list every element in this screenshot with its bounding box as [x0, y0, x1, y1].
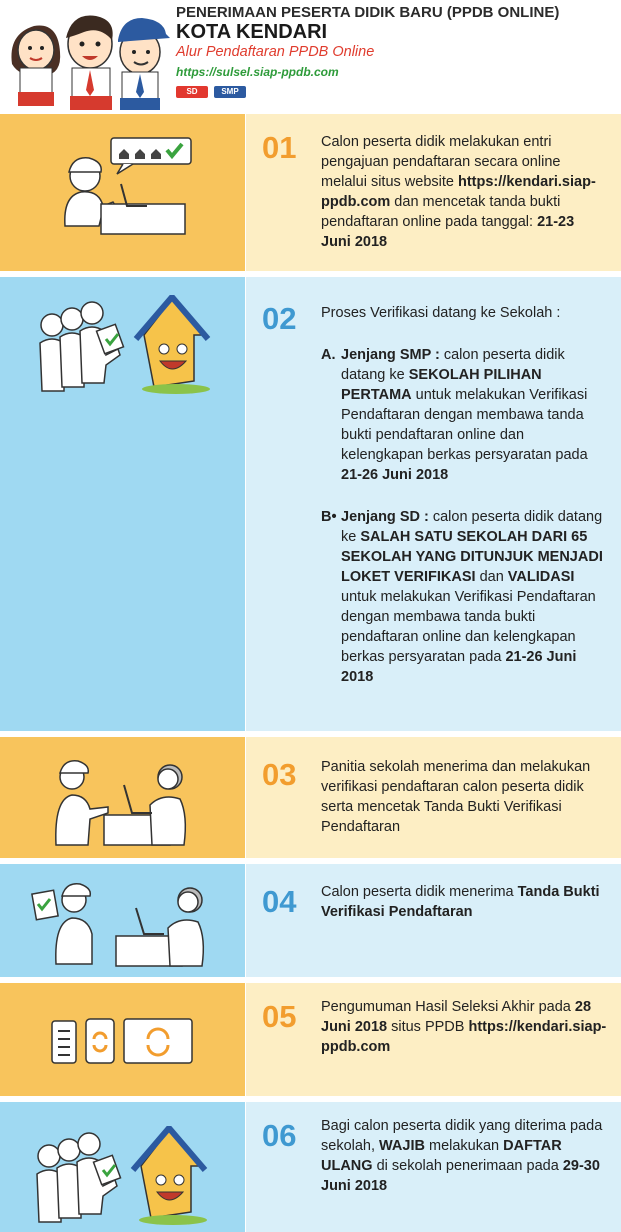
item-b-text: untuk melakukan Verifikasi Pendaftaran dengan membawa tanda bukti pendaftaran online dan kelengkapan berkas persyaratan pada	[341, 589, 596, 665]
step-03-text: Panitia sekolah menerima dan melakukan verifikasi pendaftaran calon peserta didik serta mencetak Tanda Bukti Verifikasi Pendaftaran	[321, 759, 591, 835]
step-06-text	[321, 1116, 607, 1196]
devices-announcement-icon	[50, 1017, 195, 1067]
header-url: https://sulsel.siap-ppdb.com	[176, 65, 339, 79]
item-b-emphasis: VALIDASI	[507, 569, 575, 585]
step-06-text-part: melakukan	[424, 1138, 504, 1154]
badge-smp: SMP	[214, 86, 246, 98]
step-04-text-part: Calon peserta didik menerima	[321, 884, 518, 900]
item-a-emphasis: SEKOLAH PILIHAN PERTAMA	[341, 367, 542, 403]
header-tagline: Alur Pendaftaran PPDB Online	[176, 44, 375, 60]
step-05-number: 05	[262, 999, 297, 1034]
step-01-illustration	[0, 114, 245, 271]
step-06-emphasis: DAFTAR ULANG	[321, 1138, 562, 1174]
step-05-text-part: Pengumuman Hasil Seleksi Akhir pada	[321, 999, 575, 1015]
step-01-date: 21-23 Juni 2018	[321, 214, 575, 250]
step-04-emphasis: Tanda Bukti Verifikasi Pendaftaran	[321, 884, 600, 920]
students-mascot-icon	[4, 4, 170, 112]
receive-verification-proof-icon	[30, 878, 220, 968]
item-b-emphasis: SALAH SATU SEKOLAH DARI 65 SEKOLAH YANG DITUNJUK MENJADI LOKET VERIFIKASI	[341, 529, 603, 585]
header	[0, 0, 621, 108]
step-01-text-part: dan mencetak tanda bukti pendaftaran online pada tanggal:	[321, 194, 561, 230]
step-05-date: 28 Juni 2018	[321, 999, 592, 1035]
item-b-label: B•	[321, 509, 337, 525]
step-02	[0, 277, 621, 731]
step-04-text	[321, 882, 607, 922]
item-a-label: A.	[321, 347, 336, 363]
step-02-item-b	[321, 507, 607, 687]
step-06-emphasis: WAJIB	[379, 1138, 425, 1154]
step-02-item-a	[321, 345, 607, 485]
students-go-to-school-icon	[28, 1126, 218, 1226]
step-01	[0, 114, 621, 271]
step-05	[0, 983, 621, 1096]
step-06-text-part: di sekolah penerimaan pada	[372, 1158, 563, 1174]
step-04	[0, 864, 621, 977]
step-02-intro: Proses Verifikasi datang ke Sekolah :	[321, 305, 561, 321]
step-06-text-part: Bagi calon peserta didik yang diterima pada sekolah,	[321, 1118, 603, 1154]
item-a-heading: Jenjang SMP :	[341, 347, 440, 363]
step-05-text-part: situs PPDB	[387, 1019, 469, 1035]
step-06-number: 06	[262, 1118, 297, 1153]
item-b-text: dan	[475, 569, 508, 585]
step-02-text	[321, 303, 607, 687]
students-go-to-school-icon	[36, 295, 216, 395]
step-03-number: 03	[262, 757, 297, 792]
step-06-date: 29-30 Juni 2018	[321, 1158, 600, 1194]
student-at-computer-icon	[55, 136, 220, 236]
item-b-date: 21-26 Juni 2018	[341, 649, 577, 685]
step-05-illustration	[0, 983, 245, 1096]
header-subtitle: PENERIMAAN PESERTA DIDIK BARU (PPDB ONLINE)	[176, 4, 560, 21]
verification-desk-icon	[52, 755, 192, 847]
item-a-text: calon peserta didik datang ke	[341, 347, 565, 383]
step-03	[0, 737, 621, 858]
step-06	[0, 1102, 621, 1232]
step-05-website-link[interactable]: https://kendari.siap-ppdb.com	[321, 1019, 607, 1055]
step-06-illustration	[0, 1102, 245, 1232]
item-a-date: 21-26 Juni 2018	[341, 467, 449, 483]
step-05-text	[321, 997, 607, 1057]
step-01-number: 01	[262, 130, 297, 165]
step-01-text-part: Calon peserta didik melakukan entri pengajuan pendaftaran secara online melalui situs website	[321, 134, 561, 190]
step-01-website-link[interactable]: https://kendari.siap-ppdb.com	[321, 174, 596, 210]
step-04-illustration	[0, 864, 245, 977]
header-title: KOTA KENDARI	[176, 21, 328, 43]
item-a-text: untuk melakukan Verifikasi Pendaftaran dengan membawa tanda bukti pendaftaran online dan kelengkapan berkas persyaratan pada	[341, 387, 588, 463]
step-01-text	[321, 132, 607, 252]
step-02-number: 02	[262, 301, 297, 336]
step-04-number: 04	[262, 884, 297, 919]
item-b-heading: Jenjang SD :	[341, 509, 429, 525]
step-03-illustration	[0, 737, 245, 858]
badge-sd: SD	[176, 86, 208, 98]
step-02-illustration	[0, 277, 245, 731]
item-b-text: calon peserta didik datang ke	[341, 509, 603, 545]
